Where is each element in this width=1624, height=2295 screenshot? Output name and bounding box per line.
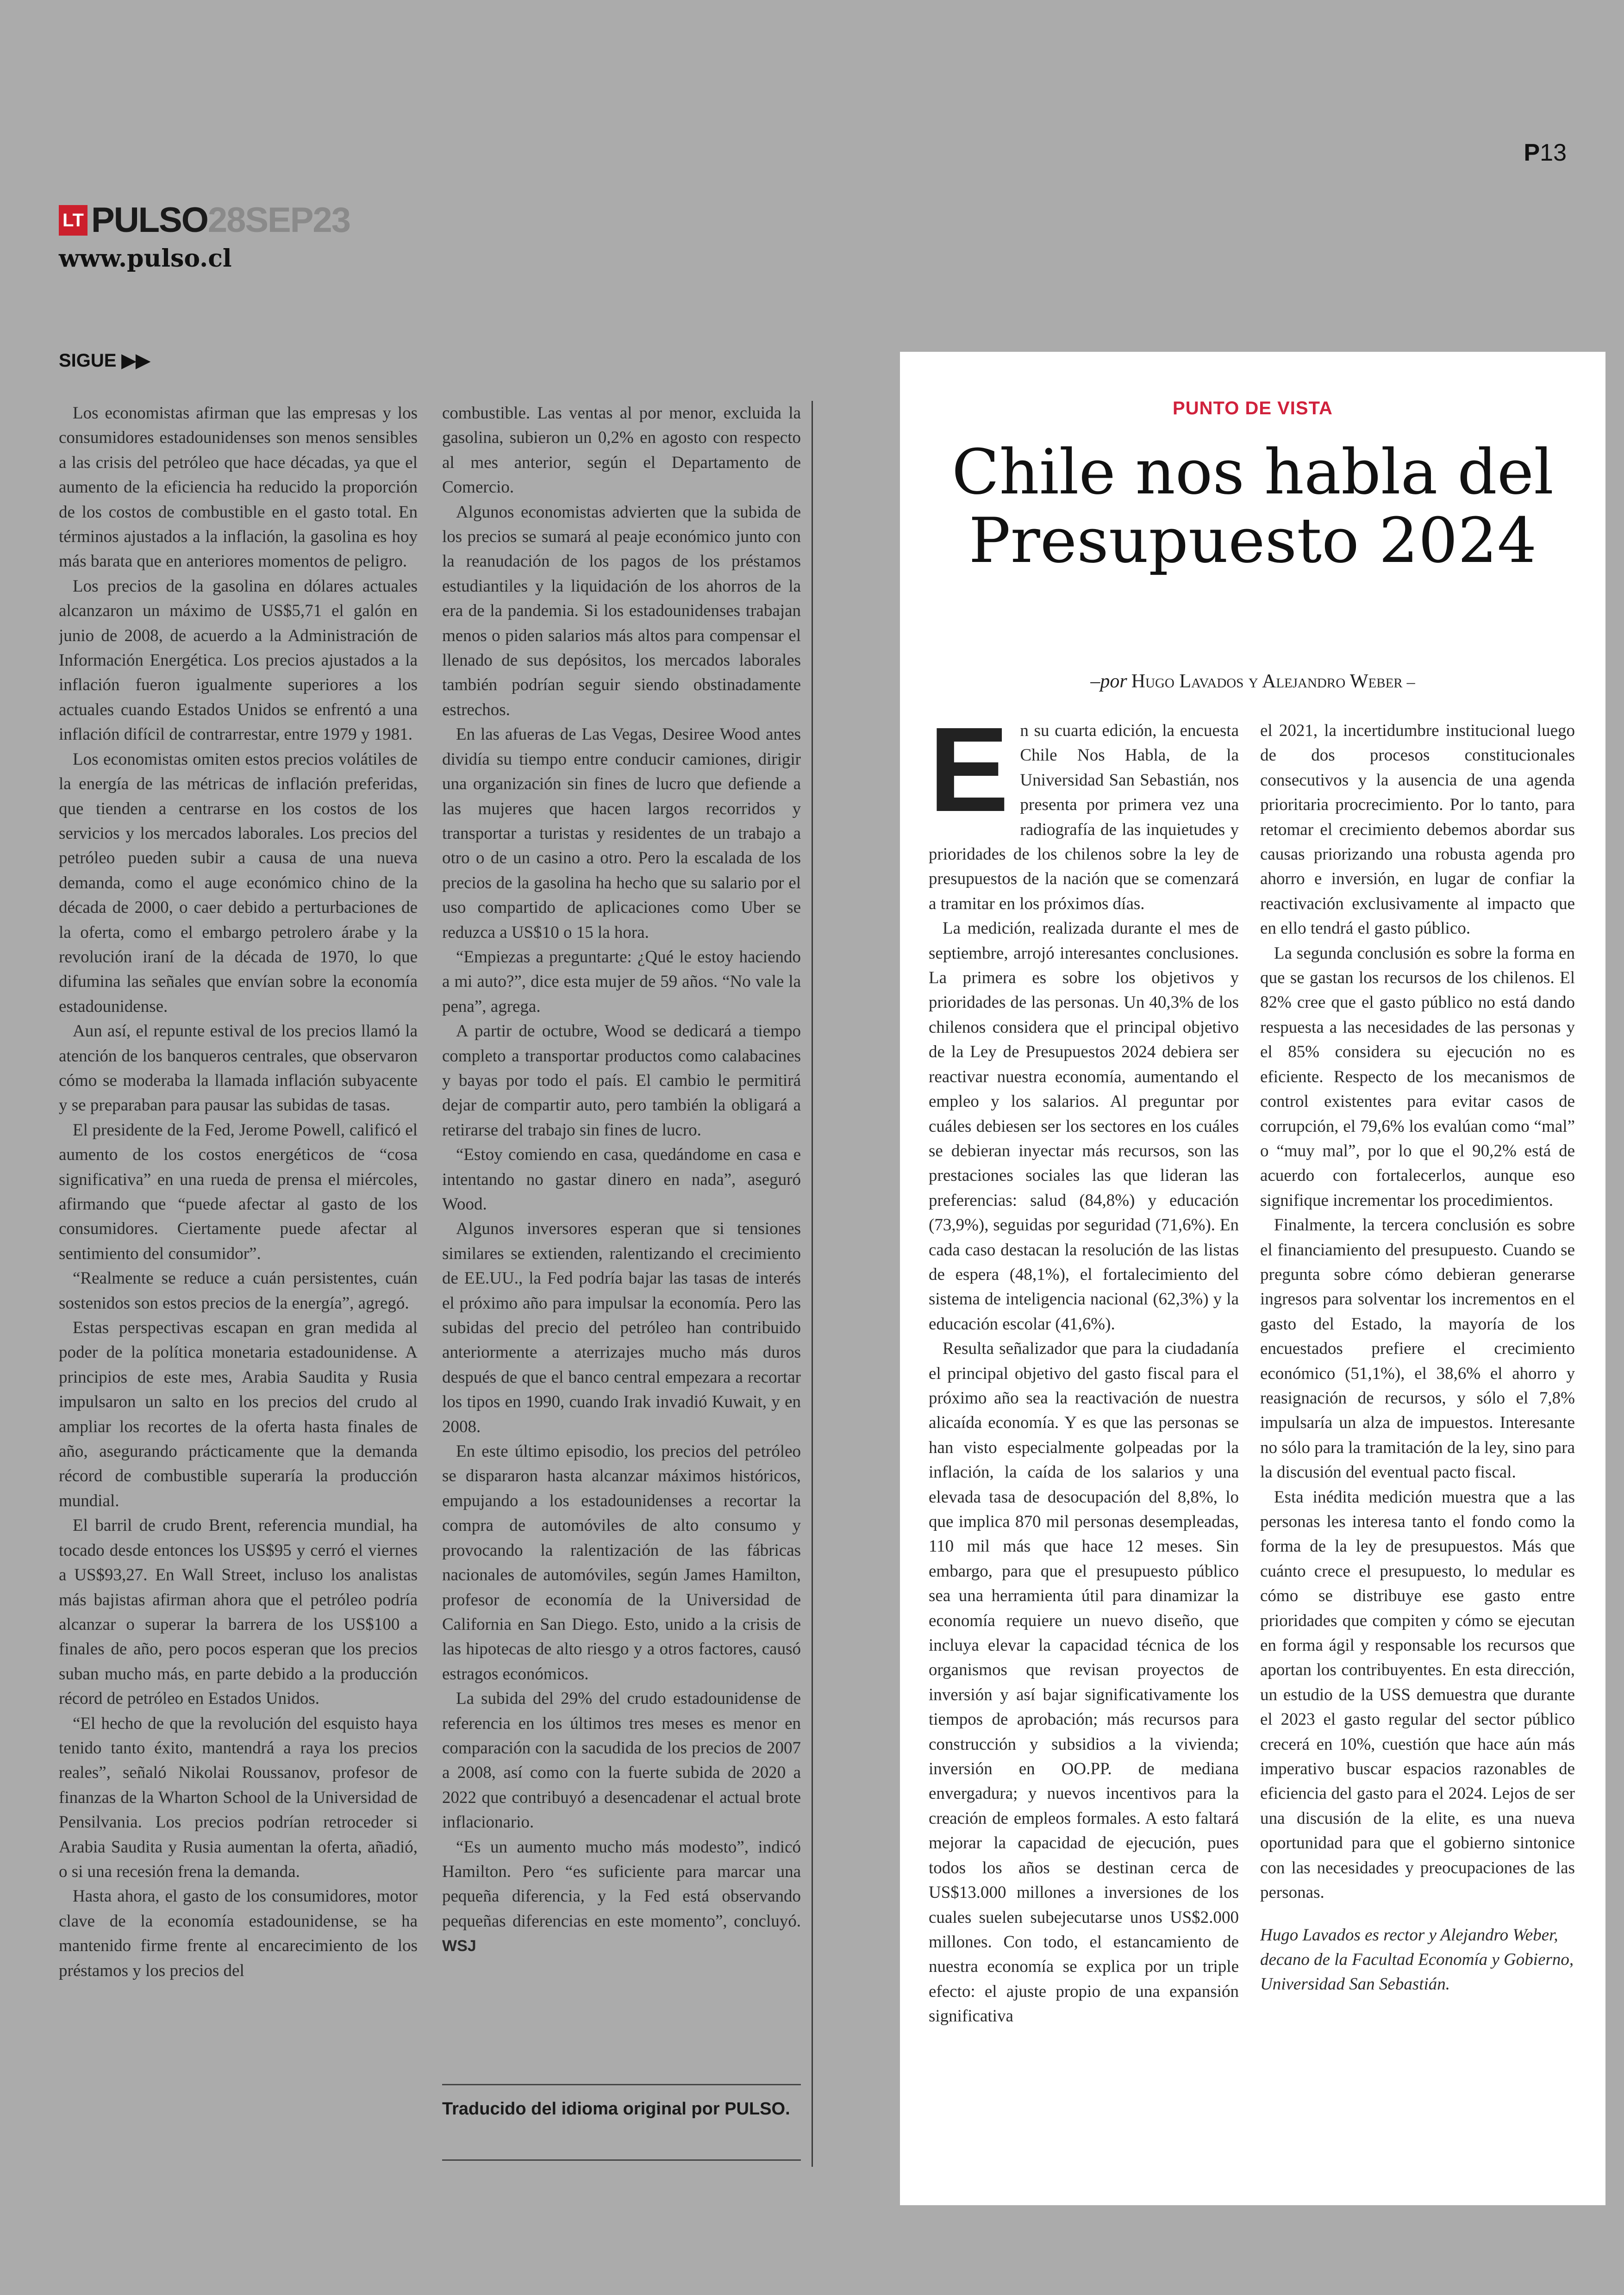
paragraph <box>59 1118 418 1266</box>
source-tag: WSJ <box>442 1937 476 1955</box>
paragraph <box>442 1686 801 1834</box>
page-prefix: P <box>1524 139 1540 166</box>
paragraph <box>1260 718 1575 941</box>
continued-marker: SIGUE ▶▶ <box>59 350 150 371</box>
article-column-2 <box>442 401 801 2067</box>
paragraph <box>59 1019 418 1118</box>
paragraph-text: La segunda conclusión es sobre la forma en que se gastan los recursos de los chilenos. El 82% cree que el gasto público no está dando respuesta a las necesidades de las personas y el 85% considera su ejecución no es eficiente. Respecto de los mecanismos de control existentes para evitar casos de corrupción, el 79,6% los evalúan como “mal” o “muy mal”, por lo que el 90,2% está de acuerdo con fortalecerlos, aunque eso signifique incrementar los procedimientos. <box>1260 943 1575 1210</box>
paragraph <box>442 1835 801 1959</box>
paragraph-text: Resulta señalizador que para la ciudadanía el principal objetivo del gasto fiscal para el próximo año sea la reactivación de nuestra alicaída economía. Y es que las personas se han visto especialmente golpeadas por la inflación, la caída de los salarios y una elevada tasa de desocupación del 8,8%, lo que implica 870 mil personas desempleadas, 110 mil más que hace 12 meses. Sin embargo, para que el presupuesto público sea una herramienta útil para dinamizar la economía requiere un nuevo diseño, que incluya elevar la capacidad técnica de los organismos que revisan proyectos de inversión y así bajar significativamente los tiempos de aprobación; más recursos para construcción y subsidios a la vivienda; inversión en OO.PP. de mediana envergadura; y nuevos incentivos para la creación de empleos formales. A esto faltará mejorar la capacidad de ejecución, pues todos los años se destinan cerca de US$13.000 millones a inversiones de los cuales suelen subejecutarse unos US$2.000 millones. Con todo, el estancamiento de nuestra economía se explica por un triple efecto: el ajuste propio de una expansión significativa <box>929 1339 1239 2026</box>
paragraph <box>929 718 1239 916</box>
paragraph <box>59 747 418 1019</box>
paragraph <box>442 945 801 1019</box>
opinion-kicker: PUNTO DE VISTA <box>1173 398 1333 418</box>
paragraph-text: En este último episodio, los precios del petróleo se dispararon hasta alcanzar máximos históricos, empujando a los estadounidenses a recortar la compra de automóviles de alto consumo y provocando la ralentización de las fábricas nacionales de automóviles, según James Hamilton, profesor de economía de la Universidad de California en San Diego. Esto, unido a la crisis de las hipotecas de alto riesgo y a otros factores, causó estragos económicos. <box>442 1442 801 1684</box>
paragraph-text: Hasta ahora, el gasto de los consumidores, motor clave de la economía estadounidense, se ha mantenido firme frente al encarecimiento de los préstamos y los precios del <box>59 1887 418 1980</box>
paragraph <box>59 1316 418 1513</box>
paragraph <box>442 401 801 500</box>
paragraph-text: El barril de crudo Brent, referencia mundial, ha tocado desde entonces los US$95 y cerró el viernes a US$93,27. En Wall Street, incluso los analistas más bajistas afirman ahora que el petróleo podría alcanzar o superar la barrera de los US$100 a finales de año, pero pocos esperan que los precios suban mucho más, en parte debido a la producción récord de petróleo en Estados Unidos. <box>59 1516 418 1709</box>
paragraph-text: Algunos inversores esperan que si tensiones similares se extienden, ralentizando el crecimiento de EE.UU., la Fed podría bajar las tasas de interés el próximo año para impulsar la economía. Pero las subidas del precio del petróleo han contribuido anteriormente a aterrizajes mucho más duros después de que el banco central empezara a recortar los tipos en 1990, cuando Irak invadió Kuwait, y en 2008. <box>442 1219 801 1436</box>
paragraph-text: el 2021, la incertidumbre institucional luego de dos procesos constitucionales consecutivos y la ausencia de una agenda prioritaria procrecimiento. Por lo tanto, para retomar el crecimiento debemos abordar sus causas priorizando una robusta agenda pro ahorro e inversión, en lugar de confiar la reactivación exclusivamente al impacto que en ello tendrá el gasto público. <box>1260 721 1575 938</box>
paragraph <box>442 722 801 945</box>
paragraph-text: “Estoy comiendo en casa, quedándome en casa e intentando no gastar dinero en nada”, aseguró Wood. <box>442 1145 801 1214</box>
paragraph-text: El presidente de la Fed, Jerome Powell, calificó el aumento de los costos energéticos de “cosa significativa” en una rueda de prensa el miércoles, afirmando que “puede afectar al gasto de los consumidores. Ciertamente puede afectar al sentimiento del consumidor”. <box>59 1120 418 1263</box>
paragraph-text: A partir de octubre, Wood se dedicará a tiempo completo a transportar productos como calabacines y bayas por todo el país. El cambio le permitirá dejar de compartir auto, pero también la obligará a retirarse del trabajo sin fines de lucro. <box>442 1022 801 1140</box>
opinion-byline <box>900 670 1605 692</box>
paragraph <box>59 1884 418 1983</box>
page-number <box>1524 139 1567 167</box>
paragraph-text: “Empiezas a preguntarte: ¿Qué le estoy haciendo a mi auto?”, dice esta mujer de 59 años. “No vale la pena”, agrega. <box>442 947 801 1016</box>
paragraph-text: “Es un aumento mucho más modesto”, indicó Hamilton. Pero “es suficiente para marcar una pequeña diferencia, y la Fed está observando pequeñas diferencias en este momento”, concluyó. <box>442 1837 801 1931</box>
byline-authors: Hugo Lavados y Alejandro Weber <box>1131 671 1403 692</box>
opinion-column-1 <box>929 718 1239 2181</box>
paragraph <box>442 1216 801 1439</box>
translation-note: Traducido del idioma original por PULSO. <box>442 2084 801 2161</box>
paragraph <box>442 1019 801 1142</box>
paragraph-text: n su cuarta edición, la encuesta Chile Nos Habla, de la Universidad San Sebastián, nos presenta por primera vez una radiografía de las inquietudes y prioridades de los chilenos sobre la ley de presupuestos de la nación que se comenzará a tramitar en los próximos días. <box>929 721 1239 913</box>
lt-logo-icon: LT <box>59 205 87 236</box>
paragraph-text: Finalmente, la tercera conclusión es sobre el financiamiento del presupuesto. Cuando se pregunta sobre cómo debieran generarse ingresos para solventar los incrementos en el gasto del Estado, la mayoría de los encuestados prefiere el crecimiento económico (51,1%), el 38,6% el ahorro y reasignación de recursos, y sólo el 7,8% impulsaría un alza de impuestos. Interesante no sólo para la tramitación de la ley, sino para la discusión del eventual pacto fiscal. <box>1260 1216 1575 1482</box>
byline-suffix: – <box>1406 673 1415 691</box>
paragraph <box>442 500 801 723</box>
paragraph <box>1260 1213 1575 1484</box>
author-signature: Hugo Lavados es rector y Alejandro Weber, decano de la Facultad Economía y Gobierno, Universidad San Sebastián. <box>1260 1925 1574 1994</box>
paragraph-text: “El hecho de que la revolución del esquisto haya tenido tanto éxito, mantendrá a raya los precios reales”, señaló Nikolai Roussanov, profesor de finanzas de la Wharton School de la Universidad de Pensilvania. Los precios podrían retroceder si Arabia Saudita y Rusia aumentan la oferta, añadió, o si una recesión frena la demanda. <box>59 1714 418 1881</box>
paragraph <box>59 401 418 574</box>
opinion-box <box>900 352 1605 2205</box>
paragraph <box>59 574 418 747</box>
paragraph-text: En las afueras de Las Vegas, Desiree Wood antes dividía su tiempo entre conducir camiones, dirigir una organización sin fines de lucro que defiende a las mujeres que hacen largos recorridos y transportar a turistas y residentes de un trabajo a otro o de un casino a otro. Pero la escalada de los precios de la gasolina ha hecho que su salario por el uso compartido de aplicaciones como Uber se reduzca a US$10 o 15 la hora. <box>442 725 801 942</box>
paragraph <box>929 1336 1239 2028</box>
column-divider <box>812 401 813 2167</box>
paragraph <box>59 1711 418 1884</box>
paragraph-text: “Realmente se reduce a cuán persistentes, cuán sostenidos son estos precios de la energía”, agregó. <box>59 1269 418 1313</box>
masthead-date: 28SEP23 <box>207 200 350 240</box>
paragraph-text: Esta inédita medición muestra que a las personas les interesa tanto el fondo como la forma de la ley de presupuestos. Más que cuánto crece el presupuesto, lo medular es cómo se distribuye ese gasto entre prioridades que compiten y cómo se ejecutan en forma ágil y responsable los recursos que aportan los contribuyentes. En esta dirección, un estudio de la USS demuestra que durante el 2023 el gasto regular del sector público crecerá en 10%, cuestión que hace aún más imperativo buscar espacios razonables de eficiencia del gasto para el 2024. Lejos de ser una discusión de la elite, es una nueva oportunidad para que el gobierno sintonice con las necesidades y preocupaciones de las personas. <box>1260 1487 1575 1902</box>
paragraph <box>59 1513 418 1711</box>
paragraph-text: Estas perspectivas escapan en gran medida al poder de la política monetaria estadounidense. A principios de este mes, Arabia Saudita y Rusia impulsaron un salto en los precios del crudo al ampliar los recortes de la oferta hasta finales de año, asegurando prácticamente que la demanda récord de combustible superaría la producción mundial. <box>59 1318 418 1510</box>
opinion-column-2 <box>1260 718 1575 2181</box>
paragraph <box>929 916 1239 1336</box>
paragraph <box>1260 1485 1575 1905</box>
byline-prefix: –por <box>1090 671 1127 692</box>
paragraph-text: Algunos economistas advierten que la subida de los precios se sumará al peaje económico junto con la reanudación de los pagos de los préstamos estudiantiles y la liquidación de los ahorros de la era de la pandemia. Si los estadounidenses trabajan menos o piden salarios más altos para compensar el llenado de sus depósitos, los mercados laborales también podrían seguir siendo obstinadamente estrechos. <box>442 502 801 719</box>
paragraph <box>59 1266 418 1316</box>
paragraph-text: Los precios de la gasolina en dólares actuales alcanzaron un máximo de US$5,71 el galón en junio de 2008, de acuerdo a la Administración de Información Energética. Los precios ajustados a la inflación fueron igualmente superiores a los actuales cuando Estados Unidos se enfrentó a una inflación difícil de contrarrestar, entre 1979 y 1981. <box>59 576 418 744</box>
paragraph-text: La subida del 29% del crudo estadounidense de referencia en los últimos tres meses es menor en comparación con la sacudida de los precios de 2007 a 2008, así como con la fuerte subida de 2020 a 2022 que contribuyó a desencadenar el actual brote inflacionario. <box>442 1689 801 1832</box>
paragraph-text: Los economistas omiten estos precios volátiles de la energía de las métricas de inflación preferidas, que tienden a centrarse en los costos de los servicios y los mercados laborales. Los precios del petróleo pueden subir a causa de una nueva demanda, como el auge económico chino de la década de 2000, o caer debido a perturbaciones de la oferta, como el embargo petrolero árabe y la revolución iraní de la década de 1970, lo que difumina las señales que envían sobre la economía estadounidense. <box>59 749 418 1016</box>
site-url[interactable]: www.pulso.cl <box>59 244 232 273</box>
page-number-value: 13 <box>1540 139 1567 166</box>
masthead <box>59 200 350 240</box>
paragraph-text: Los economistas afirman que las empresas y los consumidores estadounidenses son menos sensibles a las crisis del petróleo que hace décadas, ya que el aumento de la eficiencia ha reducido la proporción de los costos de combustible en el gasto total. En términos ajustados a la inflación, la gasolina es hoy más barata que en anteriores momentos de peligro. <box>59 404 418 571</box>
dropcap: E <box>929 718 1009 837</box>
masthead-brand: PULSO <box>91 200 208 240</box>
paragraph <box>442 1142 801 1216</box>
paragraph-text: La medición, realizada durante el mes de septiembre, arrojó interesantes conclusiones. La primera es sobre los objetivos y prioridades de las personas. Un 40,3% de los chilenos considera que el principal objetivo de la Ley de Presupuestos 2024 debiera ser reactivar nuestra economía, aumentando el empleo y los salarios. Al preguntar por cuáles debiesen ser los sectores en los cuáles se debieran inyectar más recursos, son las prestaciones sociales las que lideran las preferencias: salud (84,8%) y educación (73,9%), seguidas por seguridad (71,6%). En cada caso destacan la resolución de las listas de espera (48,1%), el fortalecimiento del sistema de inteligencia nacional (62,3%) y la educación escolar (41,6%). <box>929 919 1239 1334</box>
opinion-headline: Chile nos habla del Presupuesto 2024 <box>951 436 1554 577</box>
paragraph-text: Aun así, el repunte estival de los precios llamó la atención de los banqueros centrales, que observaron cómo se moderaba la llamada inflación subyacente y se preparaban para pausar las subidas de tasas. <box>59 1022 418 1115</box>
paragraph <box>442 1439 801 1686</box>
paragraph-text: combustible. Las ventas al por menor, excluida la gasolina, subieron un 0,2% en agosto con respecto al mes anterior, según el Departamento de Comercio. <box>442 404 801 497</box>
article-column-1 <box>59 401 418 2169</box>
paragraph <box>1260 941 1575 1213</box>
